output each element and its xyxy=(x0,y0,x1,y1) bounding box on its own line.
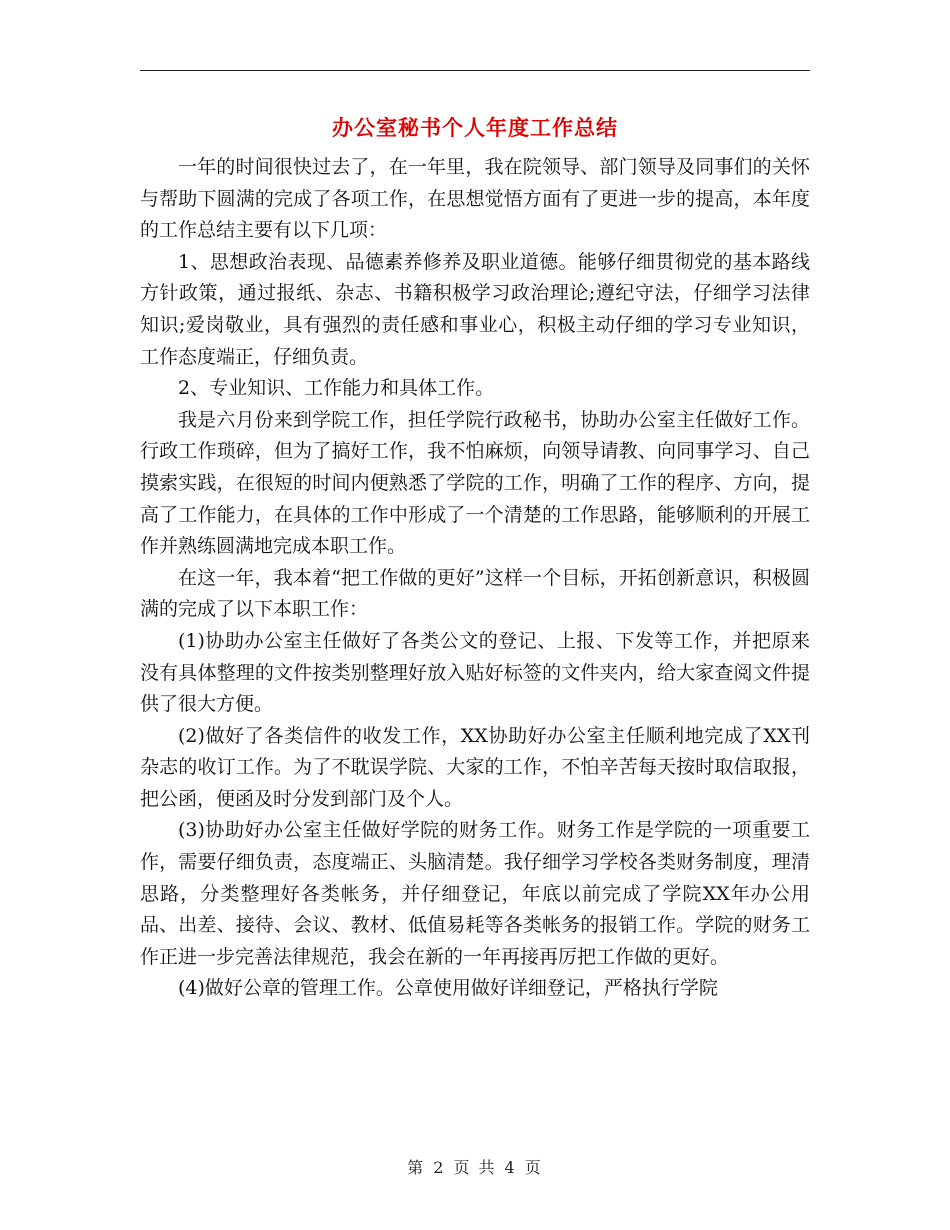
page-number: 2 xyxy=(433,1158,446,1177)
paragraph-item-3: (3)协助好办公室主任做好学院的财务工作。财务工作是学院的一项重要工作，需要仔细负责，态度端正、头脑清楚。我仔细学习学校各类财务制度，理清思路，分类整理好各类帐务，并仔细登记，年底以前完成了学院XX年办公用品、出差、接待、会议、教材、低值易耗等各类帐务的报销工作。学院的财务工作正进一步完善法律规范，我会在新的一年再接再厉把工作做的更好。 xyxy=(140,819,810,968)
footer-suffix: 页 xyxy=(524,1158,543,1177)
paragraph-item-4: (4)做好公章的管理工作。公章使用做好详细登记，严格执行学院 xyxy=(178,977,718,1000)
header-rule xyxy=(140,70,810,71)
document-title: 办公室秘书个人年度工作总结 xyxy=(332,115,618,140)
paragraph-section-1: 1、思想政治表现、品德素养修养及职业道德。能够仔细贯彻党的基本路线方针政策，通过报纸、杂志、书籍积极学习政治理论;遵纪守法，仔细学习法律知识;爱岗敬业，具有强烈的责任感和事业心，积极主动仔细的学习专业知识，工作态度端正，仔细负责。 xyxy=(140,250,810,368)
footer-middle: 页 共 xyxy=(453,1158,497,1177)
paragraph-goal: 在这一年，我本着“把工作做的更好”这样一个目标，开拓创新意识，积极圆满的完成了以下本职工作： xyxy=(140,566,810,621)
page-footer xyxy=(0,1155,950,1178)
document-body xyxy=(140,152,810,1005)
total-pages: 4 xyxy=(504,1158,517,1177)
paragraph-section-2-heading: 2、专业知识、工作能力和具体工作。 xyxy=(178,377,495,400)
paragraph-item-1: (1)协助办公室主任做好了各类公文的登记、上报、下发等工作，并把原来没有具体整理的文件按类别整理好放入贴好标签的文件夹内，给大家查阅文件提供了很大方便。 xyxy=(140,629,810,716)
paragraph-section-2-body: 我是六月份来到学院工作，担任学院行政秘书，协助办公室主任做好工作。行政工作琐碎，但为了搞好工作，我不怕麻烦，向领导请教、向同事学习、自己摸索实践，在很短的时间内便熟悉了学院的工作，明确了工作的程序、方向，提高了工作能力，在具体的工作中形成了一个清楚的工作思路，能够顺利的开展工作并熟练圆满地完成本职工作。 xyxy=(140,408,810,558)
paragraph-intro: 一年的时间很快过去了，在一年里，我在院领导、部门领导及同事们的关怀与帮助下圆满的完成了各项工作，在思想觉悟方面有了更进一步的提高，本年度的工作总结主要有以下几项： xyxy=(140,156,810,242)
footer-prefix: 第 xyxy=(407,1158,426,1177)
paragraph-item-2: (2)做好了各类信件的收发工作，XX协助好办公室主任顺利地完成了XX刊杂志的收订工作。为了不耽误学院、大家的工作，不怕辛苦每天按时取信取报，把公函，便函及时分发到部门及个人。 xyxy=(140,724,810,810)
